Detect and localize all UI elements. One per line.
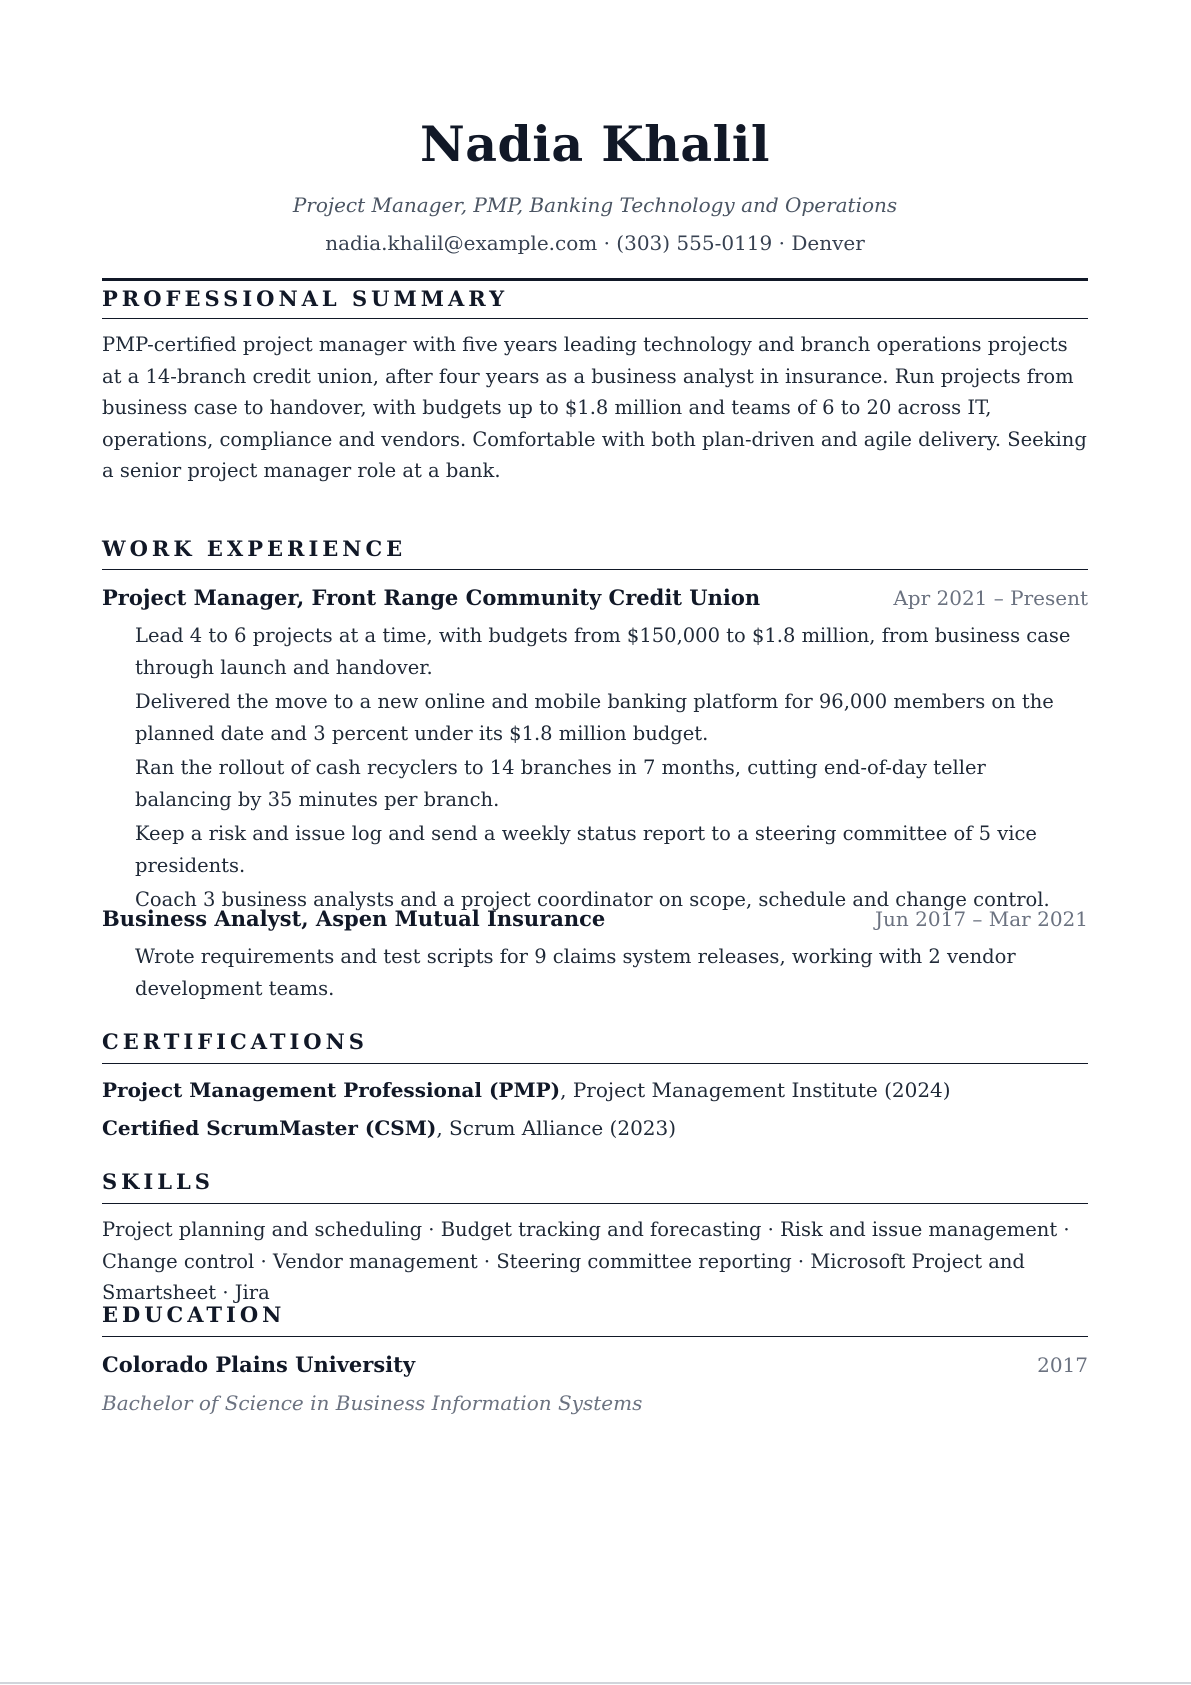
certification-item <box>102 1075 1088 1105</box>
contact-line: nadia.khalil@example.com · (303) 555-0119 · Denver <box>325 231 865 255</box>
job-dates: Jun 2017 – Mar 2021 <box>875 907 1088 931</box>
list-item: Ran the rollout of cash recyclers to 14 branches in 7 months, cutting end-of-day teller balancing by 35 minutes per branch. <box>135 756 986 811</box>
degree: Bachelor of Science in Business Information Systems <box>102 1391 643 1415</box>
job-bullets <box>135 620 1088 919</box>
list-item: Coach 3 business analysts and a project coordinator on scope, schedule and change control. <box>135 888 1050 911</box>
certification-detail: , Project Management Institute (2024) <box>560 1078 951 1102</box>
skills-text: Project planning and scheduling · Budget tracking and forecasting · Risk and issue management · Change control · Vendor management · Steering committee reporting · Microsoft Project and Smartsheet · Jira <box>102 1218 1070 1304</box>
candidate-name: Nadia Khalil <box>419 115 771 173</box>
summary-text: PMP-certified project manager with five years leading technology and branch operations projects at a 14-branch credit union, after four years as a business analyst in insurance. Run projects from business case to handover, with budgets up to $1.8 million and teams of 6 to 20 across IT, operations, compliance and vendors. Comfortable with both plan-driven and agile delivery. Seeking a senior project manager role at a bank. <box>102 333 1087 482</box>
school-name: Colorado Plains University <box>102 1352 416 1377</box>
job-header <box>102 904 1088 934</box>
certifications-heading: CERTIFICATIONS <box>102 1029 368 1054</box>
list-item: Delivered the move to a new online and mobile banking platform for 96,000 members on the planned date and 3 percent under its $1.8 million budget. <box>135 690 1054 745</box>
certification-name: Project Management Professional (PMP) <box>102 1078 561 1102</box>
certifications-divider <box>102 1063 1088 1064</box>
job-bullets <box>135 941 1088 1007</box>
job-header <box>102 583 1088 613</box>
job-dates: Apr 2021 – Present <box>893 586 1088 610</box>
job-title: Business Analyst, Aspen Mutual Insurance <box>102 906 606 931</box>
list-item: Wrote requirements and test scripts for 9 claims system releases, working with 2 vendor development teams. <box>135 945 1016 1000</box>
header-divider <box>102 278 1088 281</box>
list-item: Keep a risk and issue log and send a weekly status report to a steering committee of 5 vice presidents. <box>135 822 1037 877</box>
summary-divider <box>102 318 1088 319</box>
education-divider <box>102 1336 1088 1337</box>
page-bottom-edge <box>0 1682 1191 1684</box>
experience-heading: WORK EXPERIENCE <box>102 536 407 561</box>
graduation-year: 2017 <box>1037 1353 1088 1377</box>
education-header <box>102 1350 1088 1380</box>
job-title: Project Manager, Front Range Community Credit Union <box>102 585 761 610</box>
certification-name: Certified ScrumMaster (CSM) <box>102 1116 437 1140</box>
summary-heading: PROFESSIONAL SUMMARY <box>102 286 509 311</box>
candidate-headline: Project Manager, PMP, Banking Technology and Operations <box>292 193 898 217</box>
experience-divider <box>102 569 1088 570</box>
skills-heading: SKILLS <box>102 1169 214 1194</box>
certification-detail: , Scrum Alliance (2023) <box>436 1116 677 1140</box>
certification-item <box>102 1113 1088 1143</box>
skills-divider <box>102 1203 1088 1204</box>
education-heading: EDUCATION <box>102 1302 286 1327</box>
list-item: Lead 4 to 6 projects at a time, with budgets from $150,000 to $1.8 million, from business case through launch and handover. <box>135 624 1071 679</box>
